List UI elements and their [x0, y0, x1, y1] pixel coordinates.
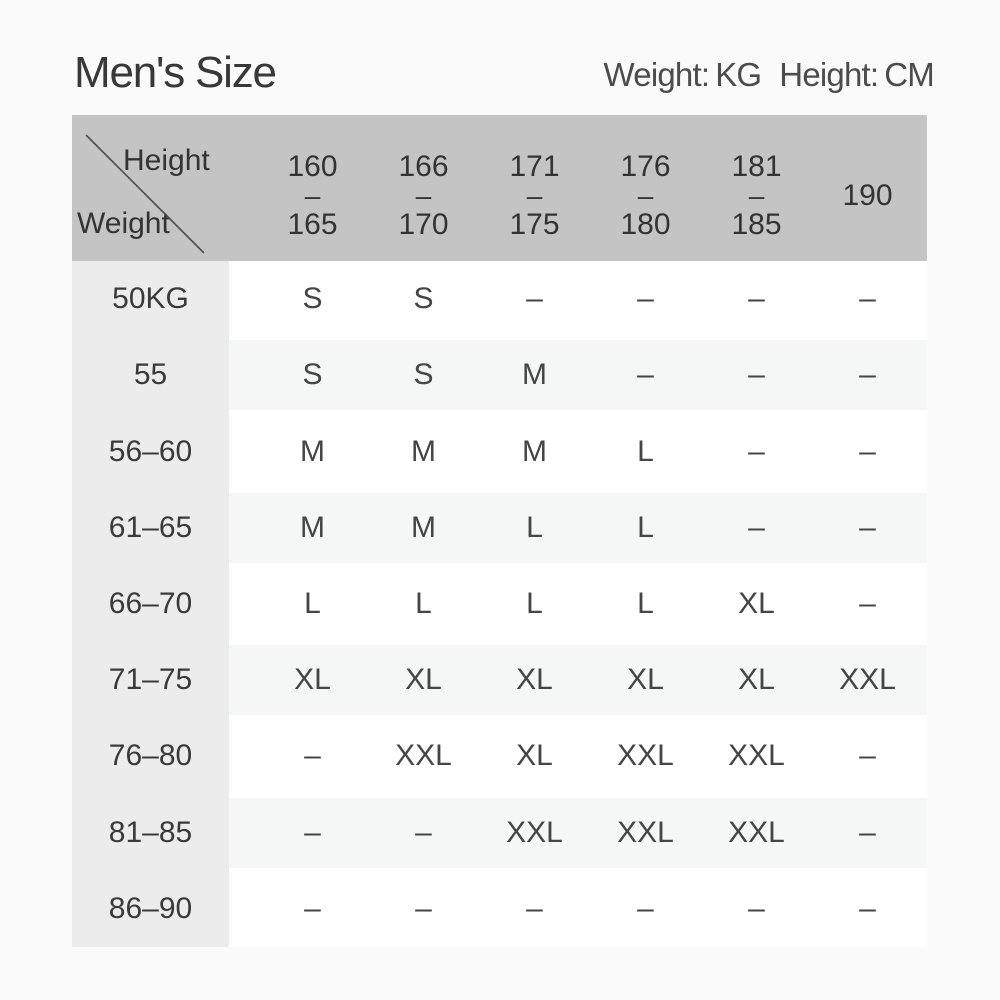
column-header-height-range: [590, 149, 701, 241]
size-cell: L: [637, 510, 654, 544]
size-cell: S: [413, 358, 434, 392]
height-range-to: 180: [620, 207, 671, 241]
height-unit-value: CM: [884, 56, 934, 93]
size-cell: M: [411, 510, 436, 544]
height-range-dash: –: [637, 179, 654, 211]
row-weight-label: 71–75: [72, 642, 229, 718]
size-cell: –: [859, 739, 876, 773]
size-cell: –: [748, 510, 765, 544]
row-cells: [229, 718, 927, 794]
size-cell: –: [748, 282, 765, 316]
row-weight-label: 61–65: [72, 490, 229, 566]
height-range-from: 160: [287, 149, 338, 183]
size-cell: L: [526, 586, 543, 620]
size-cell: –: [526, 891, 543, 925]
size-cell: S: [413, 282, 434, 316]
size-cell: –: [637, 282, 654, 316]
size-cell: S: [302, 282, 323, 316]
size-cell: XL: [627, 663, 664, 697]
size-cell: M: [300, 434, 325, 468]
table-row: [72, 566, 927, 642]
height-range-from: 171: [509, 149, 560, 183]
height-range-to: 170: [398, 207, 449, 241]
size-cell: XXL: [506, 815, 563, 849]
row-cells: [229, 871, 927, 947]
size-cell: –: [859, 358, 876, 392]
table-row: [72, 261, 927, 337]
column-axis-label: Height: [123, 144, 210, 177]
row-weight-label: 76–80: [72, 718, 229, 794]
size-cell: XL: [738, 586, 775, 620]
column-header-height-range: [257, 149, 368, 241]
table-row: [72, 718, 927, 794]
row-cells: [229, 566, 927, 642]
size-cell: XL: [405, 663, 442, 697]
size-cell: –: [748, 434, 765, 468]
height-unit-label: Height:: [779, 56, 879, 93]
column-header-height-range: [812, 178, 923, 212]
weight-unit-label: Weight:: [603, 56, 710, 93]
size-cell: L: [637, 586, 654, 620]
size-cell: –: [637, 891, 654, 925]
column-header-height-range: [368, 149, 479, 241]
height-range-dash: –: [526, 179, 543, 211]
unit-note: [604, 58, 934, 92]
table-body: [72, 261, 927, 947]
column-header-height-range: [701, 149, 812, 241]
size-cell: M: [300, 510, 325, 544]
size-cell: XXL: [617, 815, 674, 849]
size-cell: M: [411, 434, 436, 468]
table-row: [72, 871, 927, 947]
height-range-from: 181: [731, 149, 782, 183]
table-row: [72, 642, 927, 718]
header-corner-cell: [72, 115, 229, 261]
height-range-dash: –: [415, 179, 432, 211]
row-cells: [229, 337, 927, 413]
size-cell: –: [637, 358, 654, 392]
height-range-from: 166: [398, 149, 449, 183]
height-range-to: 185: [731, 207, 782, 241]
size-cell: –: [304, 891, 321, 925]
column-header-height-range: [479, 149, 590, 241]
table-header: [72, 115, 927, 261]
size-cell: –: [859, 510, 876, 544]
size-cell: L: [304, 586, 321, 620]
size-cell: M: [522, 358, 547, 392]
row-weight-label: 81–85: [72, 795, 229, 871]
row-cells: [229, 490, 927, 566]
size-cell: XL: [294, 663, 331, 697]
table-row: [72, 490, 927, 566]
size-cell: XXL: [728, 815, 785, 849]
size-cell: XXL: [617, 739, 674, 773]
size-cell: XXL: [728, 739, 785, 773]
row-axis-label: Weight: [77, 207, 170, 240]
size-table: [72, 115, 927, 947]
size-cell: –: [526, 282, 543, 316]
size-cell: –: [304, 739, 321, 773]
header-columns: [229, 115, 927, 261]
size-cell: XL: [516, 739, 553, 773]
size-cell: XL: [738, 663, 775, 697]
row-weight-label: 56–60: [72, 413, 229, 489]
table-row: [72, 413, 927, 489]
size-cell: –: [415, 891, 432, 925]
size-cell: –: [859, 891, 876, 925]
height-range-from: 176: [620, 149, 671, 183]
row-cells: [229, 642, 927, 718]
height-range-dash: –: [304, 179, 321, 211]
row-cells: [229, 795, 927, 871]
row-cells: [229, 413, 927, 489]
size-cell: –: [859, 434, 876, 468]
size-cell: –: [304, 815, 321, 849]
row-weight-label: 50KG: [72, 261, 229, 337]
size-cell: –: [859, 282, 876, 316]
row-weight-label: 86–90: [72, 871, 229, 947]
size-cell: XL: [516, 663, 553, 697]
size-cell: –: [859, 815, 876, 849]
size-cell: L: [637, 434, 654, 468]
table-row: [72, 795, 927, 871]
row-weight-label: 66–70: [72, 566, 229, 642]
size-cell: L: [415, 586, 432, 620]
size-cell: –: [748, 358, 765, 392]
size-cell: –: [859, 586, 876, 620]
size-cell: S: [302, 358, 323, 392]
row-cells: [229, 261, 927, 337]
size-cell: XXL: [395, 739, 452, 773]
height-range-to: 175: [509, 207, 560, 241]
height-range-from: 190: [842, 178, 893, 212]
size-cell: L: [526, 510, 543, 544]
size-cell: –: [748, 891, 765, 925]
row-weight-label: 55: [72, 337, 229, 413]
height-range-to: 165: [287, 207, 338, 241]
weight-unit-value: KG: [715, 56, 762, 93]
size-cell: –: [415, 815, 432, 849]
height-range-dash: –: [748, 179, 765, 211]
size-cell: M: [522, 434, 547, 468]
page-title: Men's Size: [74, 48, 276, 97]
table-row: [72, 337, 927, 413]
size-cell: XXL: [839, 663, 896, 697]
